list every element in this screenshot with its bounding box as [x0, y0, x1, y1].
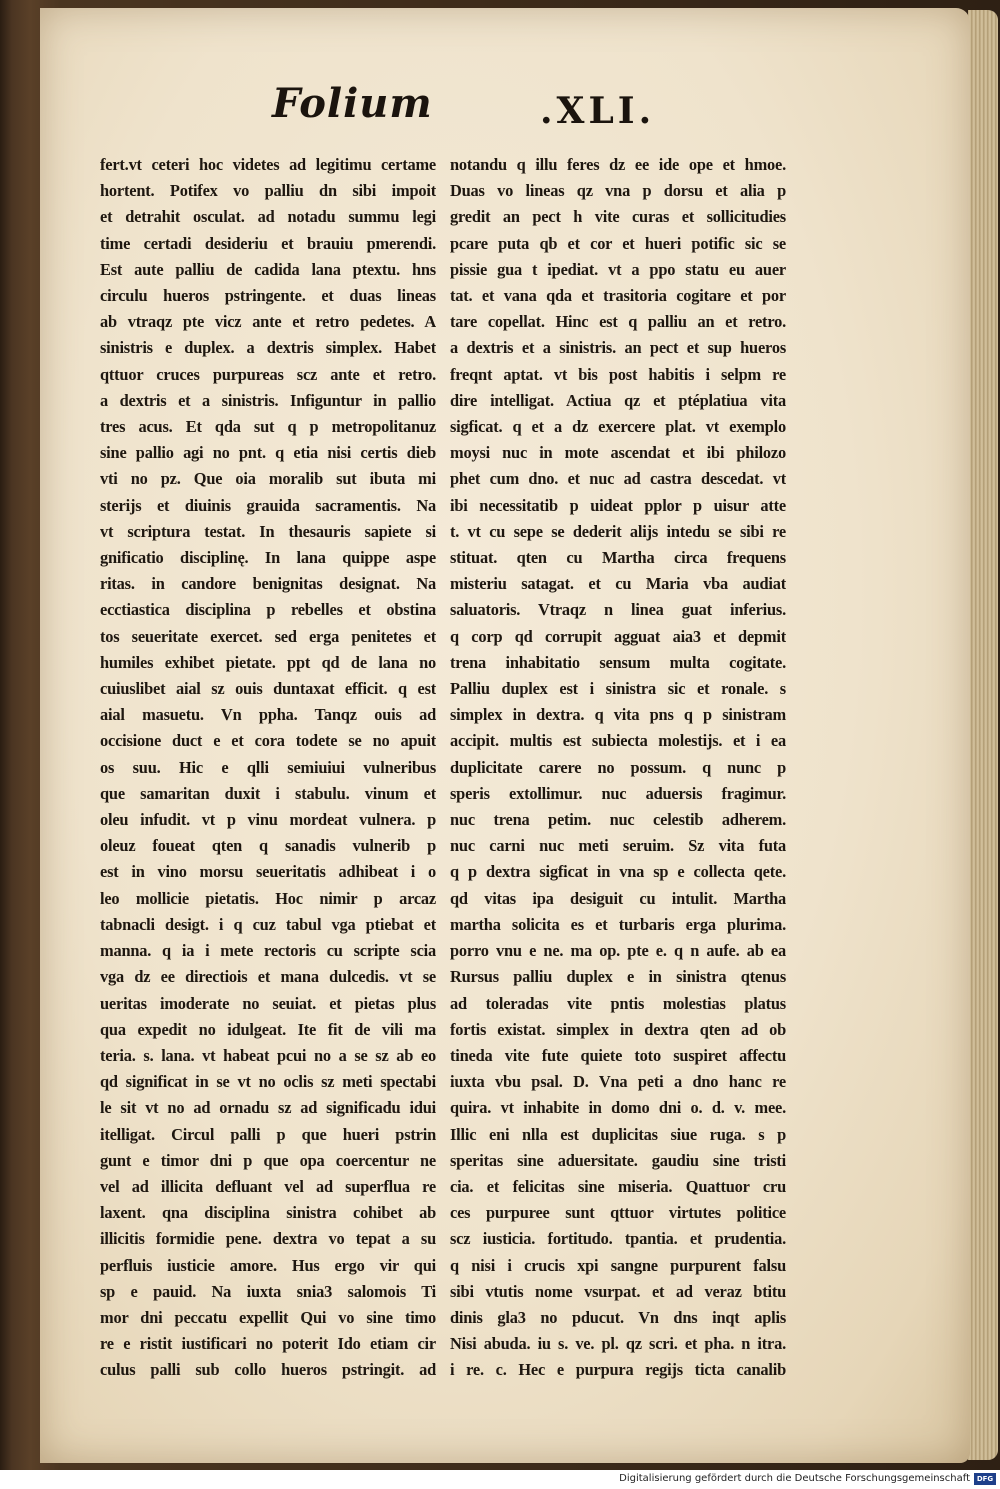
text-line: ab vtraqz pte vicz ante et retro pedetes. A [100, 312, 436, 332]
text-line: moysi nuc in mote ascendat et ibi philozo [450, 443, 786, 463]
text-line: gredit an pect h vite curas et sollicitudies [450, 207, 786, 227]
footer-bar [0, 1470, 1000, 1489]
text-line: time certadi desideriu et brauiu pmerendi. [100, 233, 436, 253]
text-line: Nisi abuda. iu s. ve. pl. qz scri. et pha. n itra. [450, 1334, 786, 1354]
text-line: q p dextra sigficat in vna sp e collecta qete. [450, 862, 786, 882]
text-line: trena inhabitatio sensum multa cogitate. [450, 652, 786, 672]
text-line: cia. et felicitas sine miseria. Quattuor cru [450, 1176, 786, 1196]
text-line: mor dni peccatu expellit Qui vo sine timo [100, 1307, 436, 1327]
text-line: a dextris et a sinistris. an pect et sup hueros [450, 338, 786, 358]
text-line: simplex in dextra. q vita pns q p sinistram [450, 705, 786, 725]
text-line: pcare puta qb et cor et hueri potific sic se [450, 233, 786, 253]
text-line: dire intelligat. Actiua qz et ptéplatiua vita [450, 390, 786, 410]
text-line: re e ristit iustificari no poterit Ido etiam cir [100, 1334, 436, 1354]
text-line: laxent. qna disciplina sinistra cohibet ab [100, 1203, 436, 1223]
text-line: qttuor cruces purpureas scz ante et retro. [100, 364, 436, 384]
text-line: tos seueritate exercet. sed erga penitetes et [100, 626, 436, 646]
text-line: speris extollimur. nuc aduersis fragimur. [450, 783, 786, 803]
text-line: qua expedit no idulgeat. Ite fit de vili ma [100, 1019, 436, 1039]
text-line: ritas. in candore benignitas designat. Na [100, 574, 436, 594]
text-line: sibi vtutis nome vsurpat. et ad veraz btitu [450, 1281, 786, 1301]
text-line: ad toleradas vite pntis molestias platus [450, 993, 786, 1013]
text-line: vel ad illicita defluant vel ad superflua re [100, 1176, 436, 1196]
text-line: oleuz foueat qten q sanadis vulnerib p [100, 836, 436, 856]
text-line: gunt e timor dni p que opa coercentur ne [100, 1150, 436, 1170]
text-line: accipit. multis est subiecta molestijs. et i ea [450, 731, 786, 751]
text-line: vti no pz. Que oia moralib sut ibuta mi [100, 469, 436, 489]
text-line: fortis existat. simplex in dextra qten ad ob [450, 1019, 786, 1039]
text-line: qd vitas ipa desiguit cu intulit. Martha [450, 888, 786, 908]
text-line: ibi necessitatib p uideat pplor p uisur atte [450, 495, 786, 515]
text-line: ecctiastica disciplina p rebelles et obstina [100, 600, 436, 620]
running-title: Folium [272, 80, 433, 127]
text-line: tat. et vana qda et trasitoria cogitare et por [450, 286, 786, 306]
text-line: sterijs et diuinis grauida sacramentis. Na [100, 495, 436, 515]
text-line: et detrahit osculat. ad notadu summu legi [100, 207, 436, 227]
text-line: ueritas imoderate no seuiat. et pietas plus [100, 993, 436, 1013]
text-line: Duas vo lineas qz vna p dorsu et alia p [450, 181, 786, 201]
text-line: scz iusticia. fortitudo. tpantia. et prudentia. [450, 1229, 786, 1249]
page-edge [968, 10, 998, 1460]
text-line: speritas sine aduersitate. gaudiu sine tristi [450, 1150, 786, 1170]
text-line: i re. c. Hec e purpura regijs ticta canalib [450, 1360, 786, 1380]
text-line: nuc trena petim. nuc celestib adherem. [450, 810, 786, 830]
text-line: occisione duct e et cora todete se no apuit [100, 731, 436, 751]
text-line: gnificatio disciplinę. In lana quippe aspe [100, 548, 436, 568]
text-line: Palliu duplex est i sinistra sic et ronale. s [450, 679, 786, 699]
text-line: teria. s. lana. vt habeat pcui no a se sz ab eo [100, 1045, 436, 1065]
text-line: ces purpuree sunt qttuor virtutes politice [450, 1203, 786, 1223]
text-line: freqnt aptat. vt bis post habitis i selpm re [450, 364, 786, 384]
text-line: sp e pauid. Na iuxta snia3 salomois Ti [100, 1281, 436, 1301]
text-line: est in vino morsu seueritatis adhibeat i o [100, 862, 436, 882]
text-line: duplicitate carere no possum. q nunc p [450, 757, 786, 777]
text-line: humiles exhibet pietate. ppt qd de lana no [100, 652, 436, 672]
text-line: aial masuetu. Vn ppha. Tanqz ouis ad [100, 705, 436, 725]
text-line: iuxta vbu psal. D. Vna peti a dno hanc re [450, 1072, 786, 1092]
text-line: culus palli sub collo hueros pstringit. ad [100, 1360, 436, 1380]
text-line: tabnacli desigt. i q cuz tabul vga ptiebat et [100, 914, 436, 934]
text-line: que samaritan duxit i stabulu. vinum et [100, 783, 436, 803]
folio-number: .XLI. [540, 90, 656, 132]
text-line: porro vnu e ne. ma op. pte e. q n aufe. ab ea [450, 941, 786, 961]
text-line: saluatoris. Vtraqz n linea guat inferius. [450, 600, 786, 620]
text-line: vga dz ee directiois et mana dulcedis. vt se [100, 967, 436, 987]
text-line: leo mollicie pietatis. Hoc nimir p arcaz [100, 888, 436, 908]
right-text-column [450, 152, 786, 1384]
left-text-column [100, 152, 436, 1384]
text-line: tres acus. Et qda sut q p metropolitanuz [100, 417, 436, 437]
text-line: circulu hueros pstringente. et duas lineas [100, 286, 436, 306]
text-line: stituat. qten cu Martha circa frequens [450, 548, 786, 568]
text-line: sigficat. q et a dz exercere plat. vt exemplo [450, 417, 786, 437]
text-line: sine pallio agi no pnt. q etia nisi certis dieb [100, 443, 436, 463]
text-line: illicitis formidie pene. dextra vo tepat a su [100, 1229, 436, 1249]
text-line: tare copellat. Hinc est q palliu an et retro. [450, 312, 786, 332]
text-line: Rursus palliu duplex e in sinistra qtenus [450, 967, 786, 987]
text-line: itelligat. Circul palli p que hueri pstrin [100, 1124, 436, 1144]
text-line: Illic eni nlla est duplicitas siue ruga. s p [450, 1124, 786, 1144]
text-line: nuc carni nuc meti seruim. Sz vita futa [450, 836, 786, 856]
text-line: notandu q illu feres dz ee ide ope et hmoe. [450, 155, 786, 174]
text-line: cuiuslibet aial sz ouis duntaxat efficit. q est [100, 679, 436, 699]
text-line: manna. q ia i mete rectoris cu scripte scia [100, 941, 436, 961]
text-line: sinistris e duplex. a dextris simplex. Habet [100, 338, 436, 358]
text-line: a dextris et a sinistris. Infiguntur in pallio [100, 390, 436, 410]
text-line: tineda vite fute quiete toto suspiret affectu [450, 1045, 786, 1065]
text-line: le sit vt no ad ornadu sz ad significadu idui [100, 1098, 436, 1118]
text-line: t. vt cu sepe se dederit alijs intedu se sibi re [450, 521, 786, 541]
text-line: oleu infudit. vt p vinu mordeat vulnera. p [100, 810, 436, 830]
text-line: hortent. Potifex vo palliu dn sibi impoit [100, 181, 436, 201]
text-line: vt scriptura testat. In thesauris sapiete si [100, 521, 436, 541]
text-line: fert.vt ceteri hoc videtes ad legitimu certame [100, 155, 436, 174]
text-line: quira. vt inhabite in domo dni o. d. v. mee. [450, 1098, 786, 1118]
text-line: Est aute palliu de cadida lana ptextu. hns [100, 259, 436, 279]
text-line: os suu. Hic e qlli semiuiui vulneribus [100, 757, 436, 777]
text-line: dinis gla3 no pducut. Vn dns inqt aplis [450, 1307, 786, 1327]
text-line: perfluis iusticie amore. Hus ergo vir qui [100, 1255, 436, 1275]
text-line: q nisi i crucis xpi sangne purpurent falsu [450, 1255, 786, 1275]
text-line: pissie gua t ipediat. vt a ppo statu eu auer [450, 259, 786, 279]
text-line: q corp qd corrupit agguat aia3 et depmit [450, 626, 786, 646]
footer-credit: Digitalisierung gefördert durch die Deutsche Forschungsgemeinschaft [619, 1473, 970, 1484]
text-line: martha solicita es et turbaris erga plurima. [450, 914, 786, 934]
dfg-logo-icon: DFG [974, 1473, 996, 1485]
text-line: misteriu satagat. et cu Maria vba audiat [450, 574, 786, 594]
text-line: qd significat in se vt no oclis sz meti spectabi [100, 1072, 436, 1092]
text-line: phet cum dno. et nuc ad castra descedat. vt [450, 469, 786, 489]
